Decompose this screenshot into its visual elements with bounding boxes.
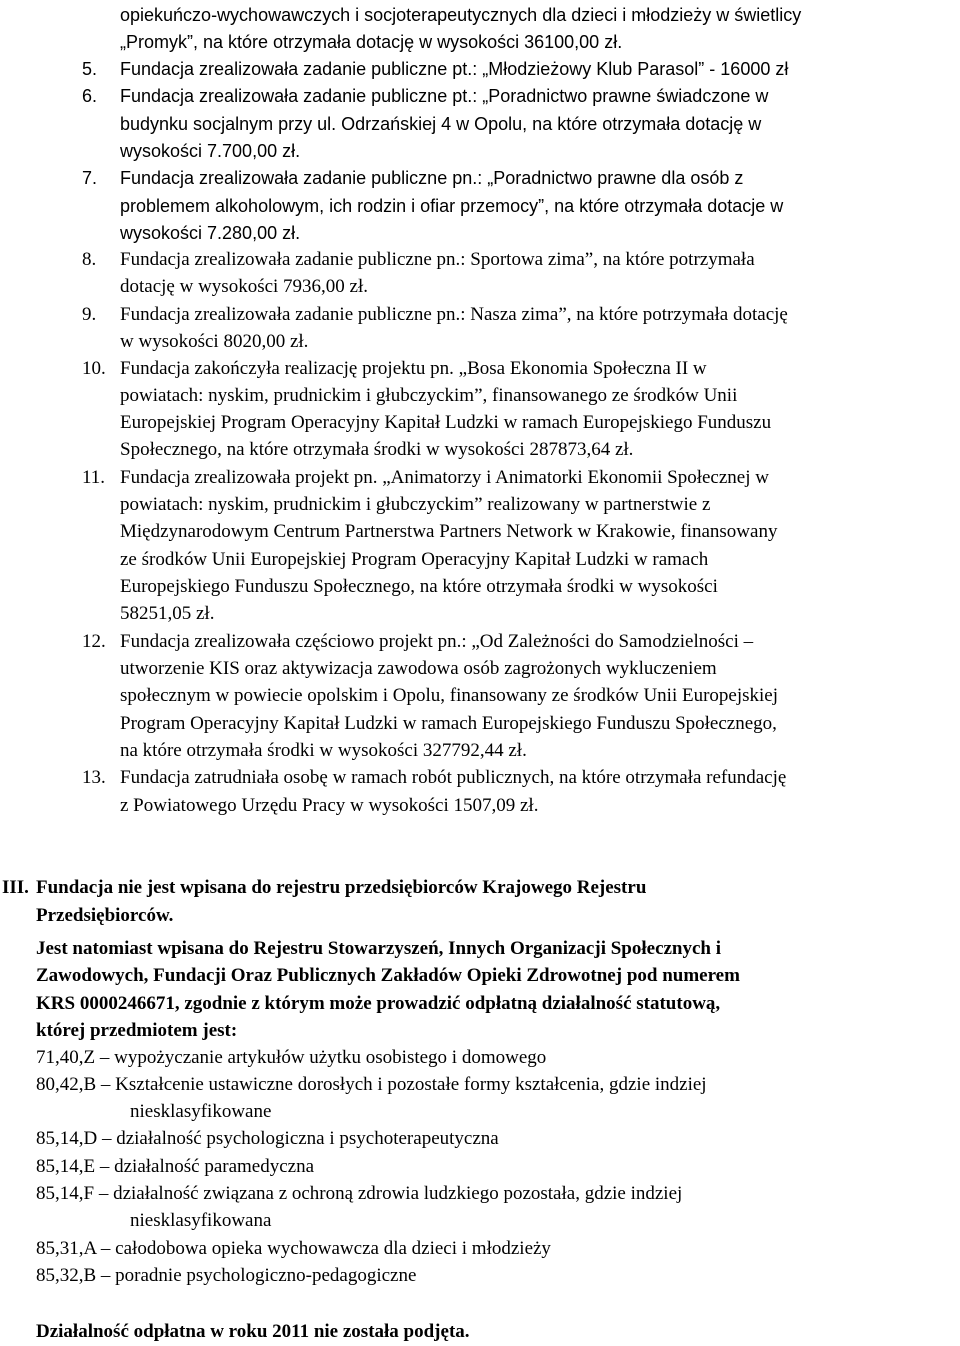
item7-line3: wysokości 7.280,00 zł. [120, 223, 301, 243]
item11-line2: powiatach: nyskim, prudnickim i głubczyckim” realizowany w partnerstwie z [120, 494, 711, 515]
item6-line2: budynku socjalnym przy ul. Odrzańskiej 4 w Opolu, na które otrzymała dotację w [120, 114, 762, 134]
section-heading [2, 877, 646, 899]
list-item-text: Fundacja zrealizowała zadanie publiczne pn.: „Poradnictwo prawne dla osób z [120, 168, 744, 188]
list-item-12 [82, 631, 753, 653]
list-number: 9. [82, 304, 97, 325]
list-item-text: Fundacja zakończyła realizację projektu pn. „Bosa Ekonomia Społeczna II w [120, 358, 707, 379]
activity-code: 71,40,Z – wypożyczanie artykułów użytku osobistego i domowego [36, 1047, 547, 1068]
list-item-text: Fundacja zatrudniała osobę w ramach robót publicznych, na które otrzymała refundację [120, 767, 787, 788]
activity-code: 85,32,B – poradnie psychologiczno-pedagogiczne [36, 1265, 417, 1286]
section-heading-line2: Przedsiębiorców. [36, 905, 174, 926]
item11-line6: 58251,05 zł. [120, 603, 215, 624]
item10-line2: powiatach: nyskim, prudnickim i głubczyckim”, finansowanego ze środków Unii [120, 385, 738, 406]
item4-line2: „Promyk”, na które otrzymała dotację w wysokości 36100,00 zł. [120, 32, 623, 52]
item12-line3: społecznym w powiecie opolskim i Opolu, finansowany ze środków Unii Europejskiej [120, 685, 779, 706]
item9-line2: w wysokości 8020,00 zł. [120, 331, 309, 352]
item6-line3: wysokości 7.700,00 zł. [120, 141, 301, 161]
activity-code: 85,14,F – działalność związana z ochroną zdrowia ludzkiego pozostała, gdzie indziej [36, 1183, 683, 1204]
item8-line2: dotację w wysokości 7936,00 zł. [120, 276, 369, 297]
item12-line4: Program Operacyjny Kapitał Ludzki w ramach Europejskiego Funduszu Społecznego, [120, 713, 777, 734]
list-item-text: Fundacja zrealizowała zadanie publiczne pt.: „Młodzieżowy Klub Parasol” - 16000 zł [120, 59, 789, 79]
item10-line4: Społecznego, na które otrzymała środki w wysokości 287873,64 zł. [120, 439, 634, 460]
list-item-11 [82, 467, 769, 489]
list-number: 7. [82, 168, 98, 188]
krs-paragraph-line4: której przedmiotem jest: [36, 1020, 238, 1041]
list-item-7 [82, 167, 743, 189]
list-number: 8. [82, 249, 97, 270]
item11-line4: ze środków Unii Europejskiej Program Operacyjny Kapitał Ludzki w ramach [120, 549, 709, 570]
list-number: 10. [82, 358, 106, 379]
activity-code: 85,14,E – działalność paramedyczna [36, 1156, 315, 1177]
item10-line3: Europejskiej Program Operacyjny Kapitał Ludzki w ramach Europejskiego Funduszu [120, 412, 772, 433]
list-number: 12. [82, 631, 106, 652]
list-item-8 [82, 249, 755, 271]
item13-line2: z Powiatowego Urzędu Pracy w wysokości 1507,09 zł. [120, 795, 539, 816]
activity-code: 85,14,D – działalność psychologiczna i psychoterapeutyczna [36, 1128, 499, 1149]
item7-line2: problemem alkoholowym, ich rodzin i ofiar przemocy”, na które otrzymała dotacje w [120, 196, 784, 216]
list-item-text: Fundacja zrealizowała projekt pn. „Animatorzy i Animatorki Ekonomii Społecznej w [120, 467, 769, 488]
list-item-text: Fundacja zrealizowała zadanie publiczne pn.: Nasza zima”, na które potrzymała dotację [120, 304, 788, 325]
activity-code: 85,31,A – całodobowa opieka wychowawcza dla dzieci i młodzieży [36, 1238, 551, 1259]
list-item-text: Fundacja zrealizowała częściowo projekt pn.: „Od Zależności do Samodzielności – [120, 631, 754, 652]
krs-paragraph-line1: Jest natomiast wpisana do Rejestru Stowarzyszeń, Innych Organizacji Społecznych i [36, 938, 722, 959]
list-item-text: Fundacja zrealizowała zadanie publiczne pn.: Sportowa zima”, na które potrzymała [120, 249, 755, 270]
item12-line5: na które otrzymała środki w wysokości 327792,44 zł. [120, 740, 527, 761]
list-number: 5. [82, 59, 98, 79]
list-number: 6. [82, 86, 98, 106]
krs-paragraph-line3: KRS 0000246671, zgodnie z którym może prowadzić odpłatną działalność statutową, [36, 993, 721, 1014]
activity-code-continuation: niesklasyfikowane [130, 1101, 272, 1122]
list-item-13 [82, 767, 786, 789]
list-item-text: Fundacja zrealizowała zadanie publiczne pt.: „Poradnictwo prawne świadczone w [120, 86, 769, 106]
item12-line2: utworzenie KIS oraz aktywizacja zawodowa osób zagrożonych wykluczeniem [120, 658, 717, 679]
section-number: III. [2, 877, 29, 898]
krs-paragraph-line2: Zawodowych, Fundacji Oraz Publicznych Zakładów Opieki Zdrowotnej pod numerem [36, 965, 740, 986]
list-item-10 [82, 358, 707, 380]
list-item-9 [82, 304, 788, 326]
activity-code-continuation: niesklasyfikowana [130, 1210, 272, 1231]
section-heading-text: Fundacja nie jest wpisana do rejestru przedsiębiorców Krajowego Rejestru [36, 877, 647, 898]
list-number: 13. [82, 767, 106, 788]
closing-statement: Działalność odpłatna w roku 2011 nie została podjęta. [36, 1321, 470, 1342]
list-number: 11. [82, 467, 106, 488]
activity-code: 80,42,B – Kształcenie ustawiczne dorosłych i pozostałe formy kształcenia, gdzie indziej [36, 1074, 707, 1095]
item11-line3: Międzynarodowym Centrum Partnerstwa Partners Network w Krakowie, finansowany [120, 521, 778, 542]
item11-line5: Europejskiego Funduszu Społecznego, na które otrzymała środki w wysokości [120, 576, 718, 597]
list-item-6 [82, 85, 768, 107]
item4-line1: opiekuńczo-wychowawczych i socjoterapeutycznych dla dzieci i młodzieży w świetlicy [120, 5, 802, 25]
list-item-5 [82, 58, 788, 80]
